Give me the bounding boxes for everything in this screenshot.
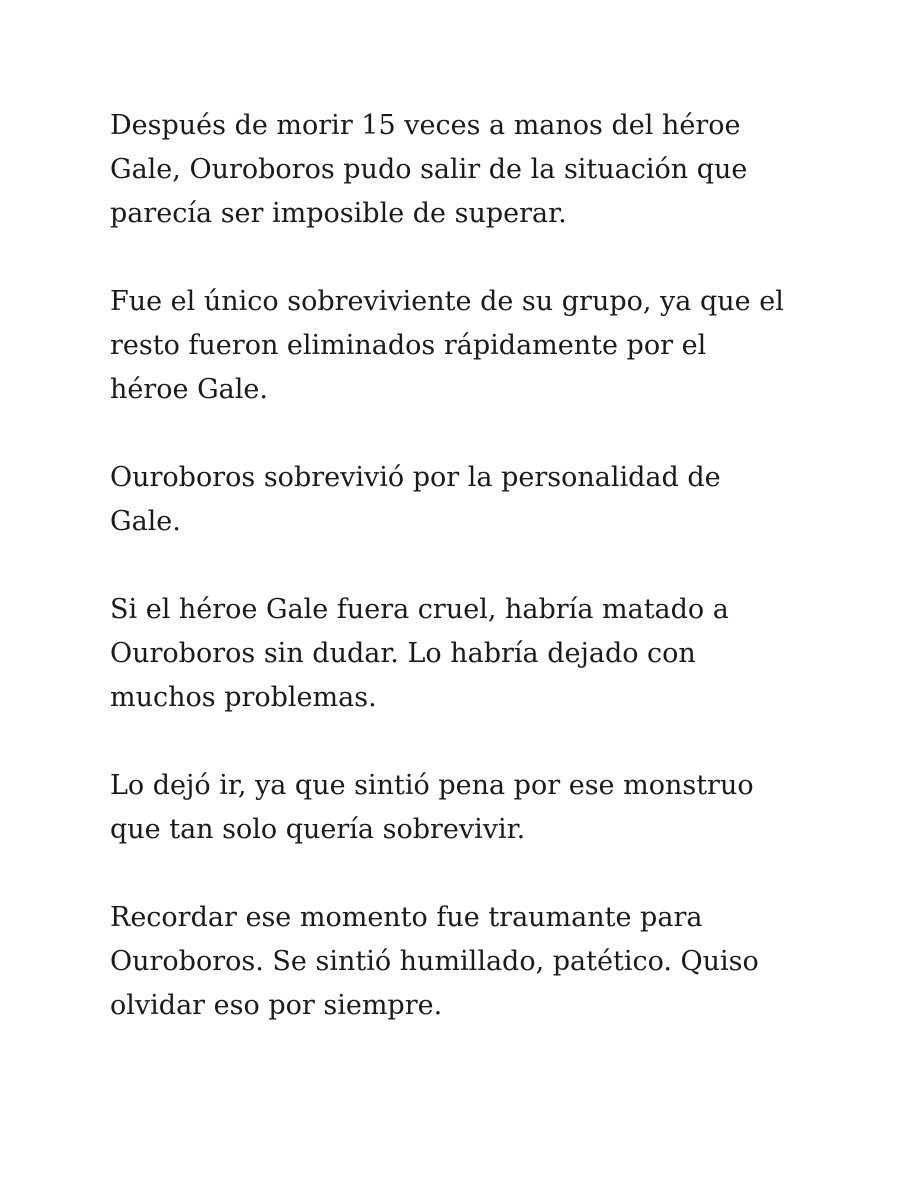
text-line: parecía ser imposible de superar. <box>110 198 567 229</box>
paragraph-1 <box>110 104 810 236</box>
text-line: Gale, Ouroboros pudo salir de la situación que <box>110 154 748 185</box>
text-line: que tan solo quería sobrevivir. <box>110 814 526 845</box>
paragraph-5 <box>110 764 810 852</box>
paragraph-2 <box>110 280 810 412</box>
paragraph-6 <box>110 896 810 1028</box>
text-line: Ouroboros. Se sintió humillado, patético. Quiso <box>110 946 759 977</box>
paragraph-3 <box>110 456 810 544</box>
paragraph-4 <box>110 588 810 720</box>
text-line: Gale. <box>110 506 181 537</box>
text-line: Recordar ese momento fue traumante para <box>110 902 703 933</box>
text-line: muchos problemas. <box>110 682 377 713</box>
text-line: Ouroboros sobrevivió por la personalidad de <box>110 462 721 493</box>
text-line: Fue el único sobreviviente de su grupo, ya que el <box>110 286 784 317</box>
text-line: Después de morir 15 veces a manos del héroe <box>110 110 741 141</box>
text-line: Si el héroe Gale fuera cruel, habría matado a <box>110 594 729 625</box>
text-line: Lo dejó ir, ya que sintió pena por ese monstruo <box>110 770 754 801</box>
document-page <box>110 104 810 1072</box>
text-line: olvidar eso por siempre. <box>110 990 443 1021</box>
text-line: Ouroboros sin dudar. Lo habría dejado con <box>110 638 696 669</box>
text-line: héroe Gale. <box>110 374 268 405</box>
text-line: resto fueron eliminados rápidamente por el <box>110 330 707 361</box>
